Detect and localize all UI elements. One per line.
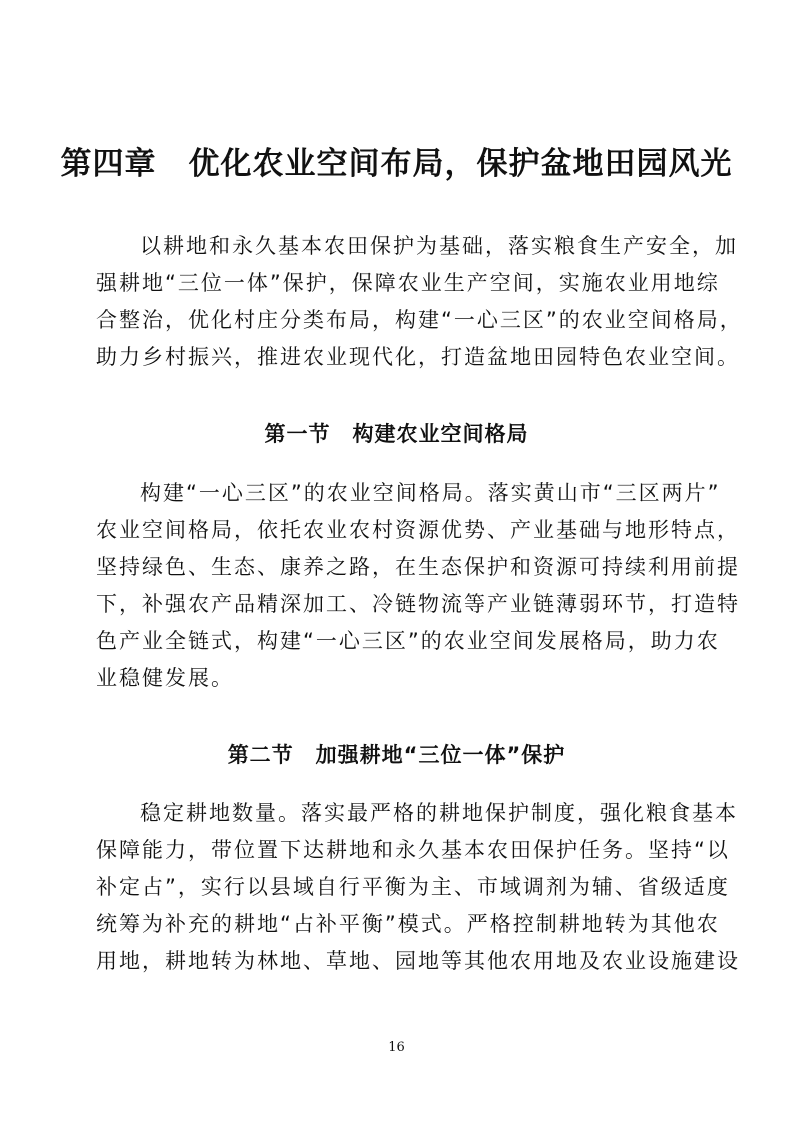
paragraph-line: 色产业全链式，构建“一心三区”的农业空间发展格局，助力农 bbox=[96, 629, 720, 653]
section-1-paragraph bbox=[96, 475, 740, 697]
paragraph-line: 下，补强农产品精深加工、冷链物流等产业链薄弱环节，打造特 bbox=[96, 592, 740, 616]
paragraph-line: 合整治，优化村庄分类布局，构建“一心三区”的农业空间格局， bbox=[96, 308, 743, 332]
paragraph-line: 强耕地“三位一体”保护，保障农业生产空间，实施农业用地综 bbox=[96, 271, 720, 295]
paragraph-line: 构建“一心三区”的农业空间格局。落实黄山市“三区两片” bbox=[140, 481, 721, 505]
section-2-paragraph bbox=[96, 795, 740, 980]
paragraph-line: 稳定耕地数量。落实最严格的耕地保护制度，强化粮食基本 bbox=[140, 801, 738, 825]
section-title-2: 第二节 加强耕地“三位一体”保护 bbox=[227, 743, 566, 767]
paragraph-line: 农业空间格局，依托农业农村资源优势、产业基础与地形特点， bbox=[96, 518, 740, 542]
paragraph-line: 保障能力，带位置下达耕地和永久基本农田保护任务。坚持“以 bbox=[96, 838, 730, 862]
paragraph-line: 坚持绿色、生态、康养之路，在生态保护和资源可持续利用前提 bbox=[96, 555, 740, 579]
page-number: 16 bbox=[388, 1040, 405, 1055]
paragraph-line: 业稳健发展。 bbox=[96, 666, 234, 690]
paragraph-line: 用地，耕地转为林地、草地、园地等其他农用地及农业设施建设 bbox=[96, 949, 740, 973]
paragraph-line: 以耕地和永久基本农田保护为基础，落实粮食生产安全，加 bbox=[140, 234, 738, 258]
paragraph-line: 统筹为补充的耕地“占补平衡”模式。严格控制耕地转为其他农 bbox=[96, 912, 720, 936]
intro-paragraph bbox=[96, 228, 743, 376]
section-title-1: 第一节 构建农业空间格局 bbox=[264, 422, 529, 446]
paragraph-line: 补定占”，实行以县域自行平衡为主、市域调剂为辅、省级适度 bbox=[96, 875, 730, 899]
chapter-title: 第四章 优化农业空间布局，保护盆地田园风光 bbox=[60, 146, 733, 182]
paragraph-line: 助力乡村振兴，推进农业现代化，打造盆地田园特色农业空间。 bbox=[96, 345, 740, 369]
